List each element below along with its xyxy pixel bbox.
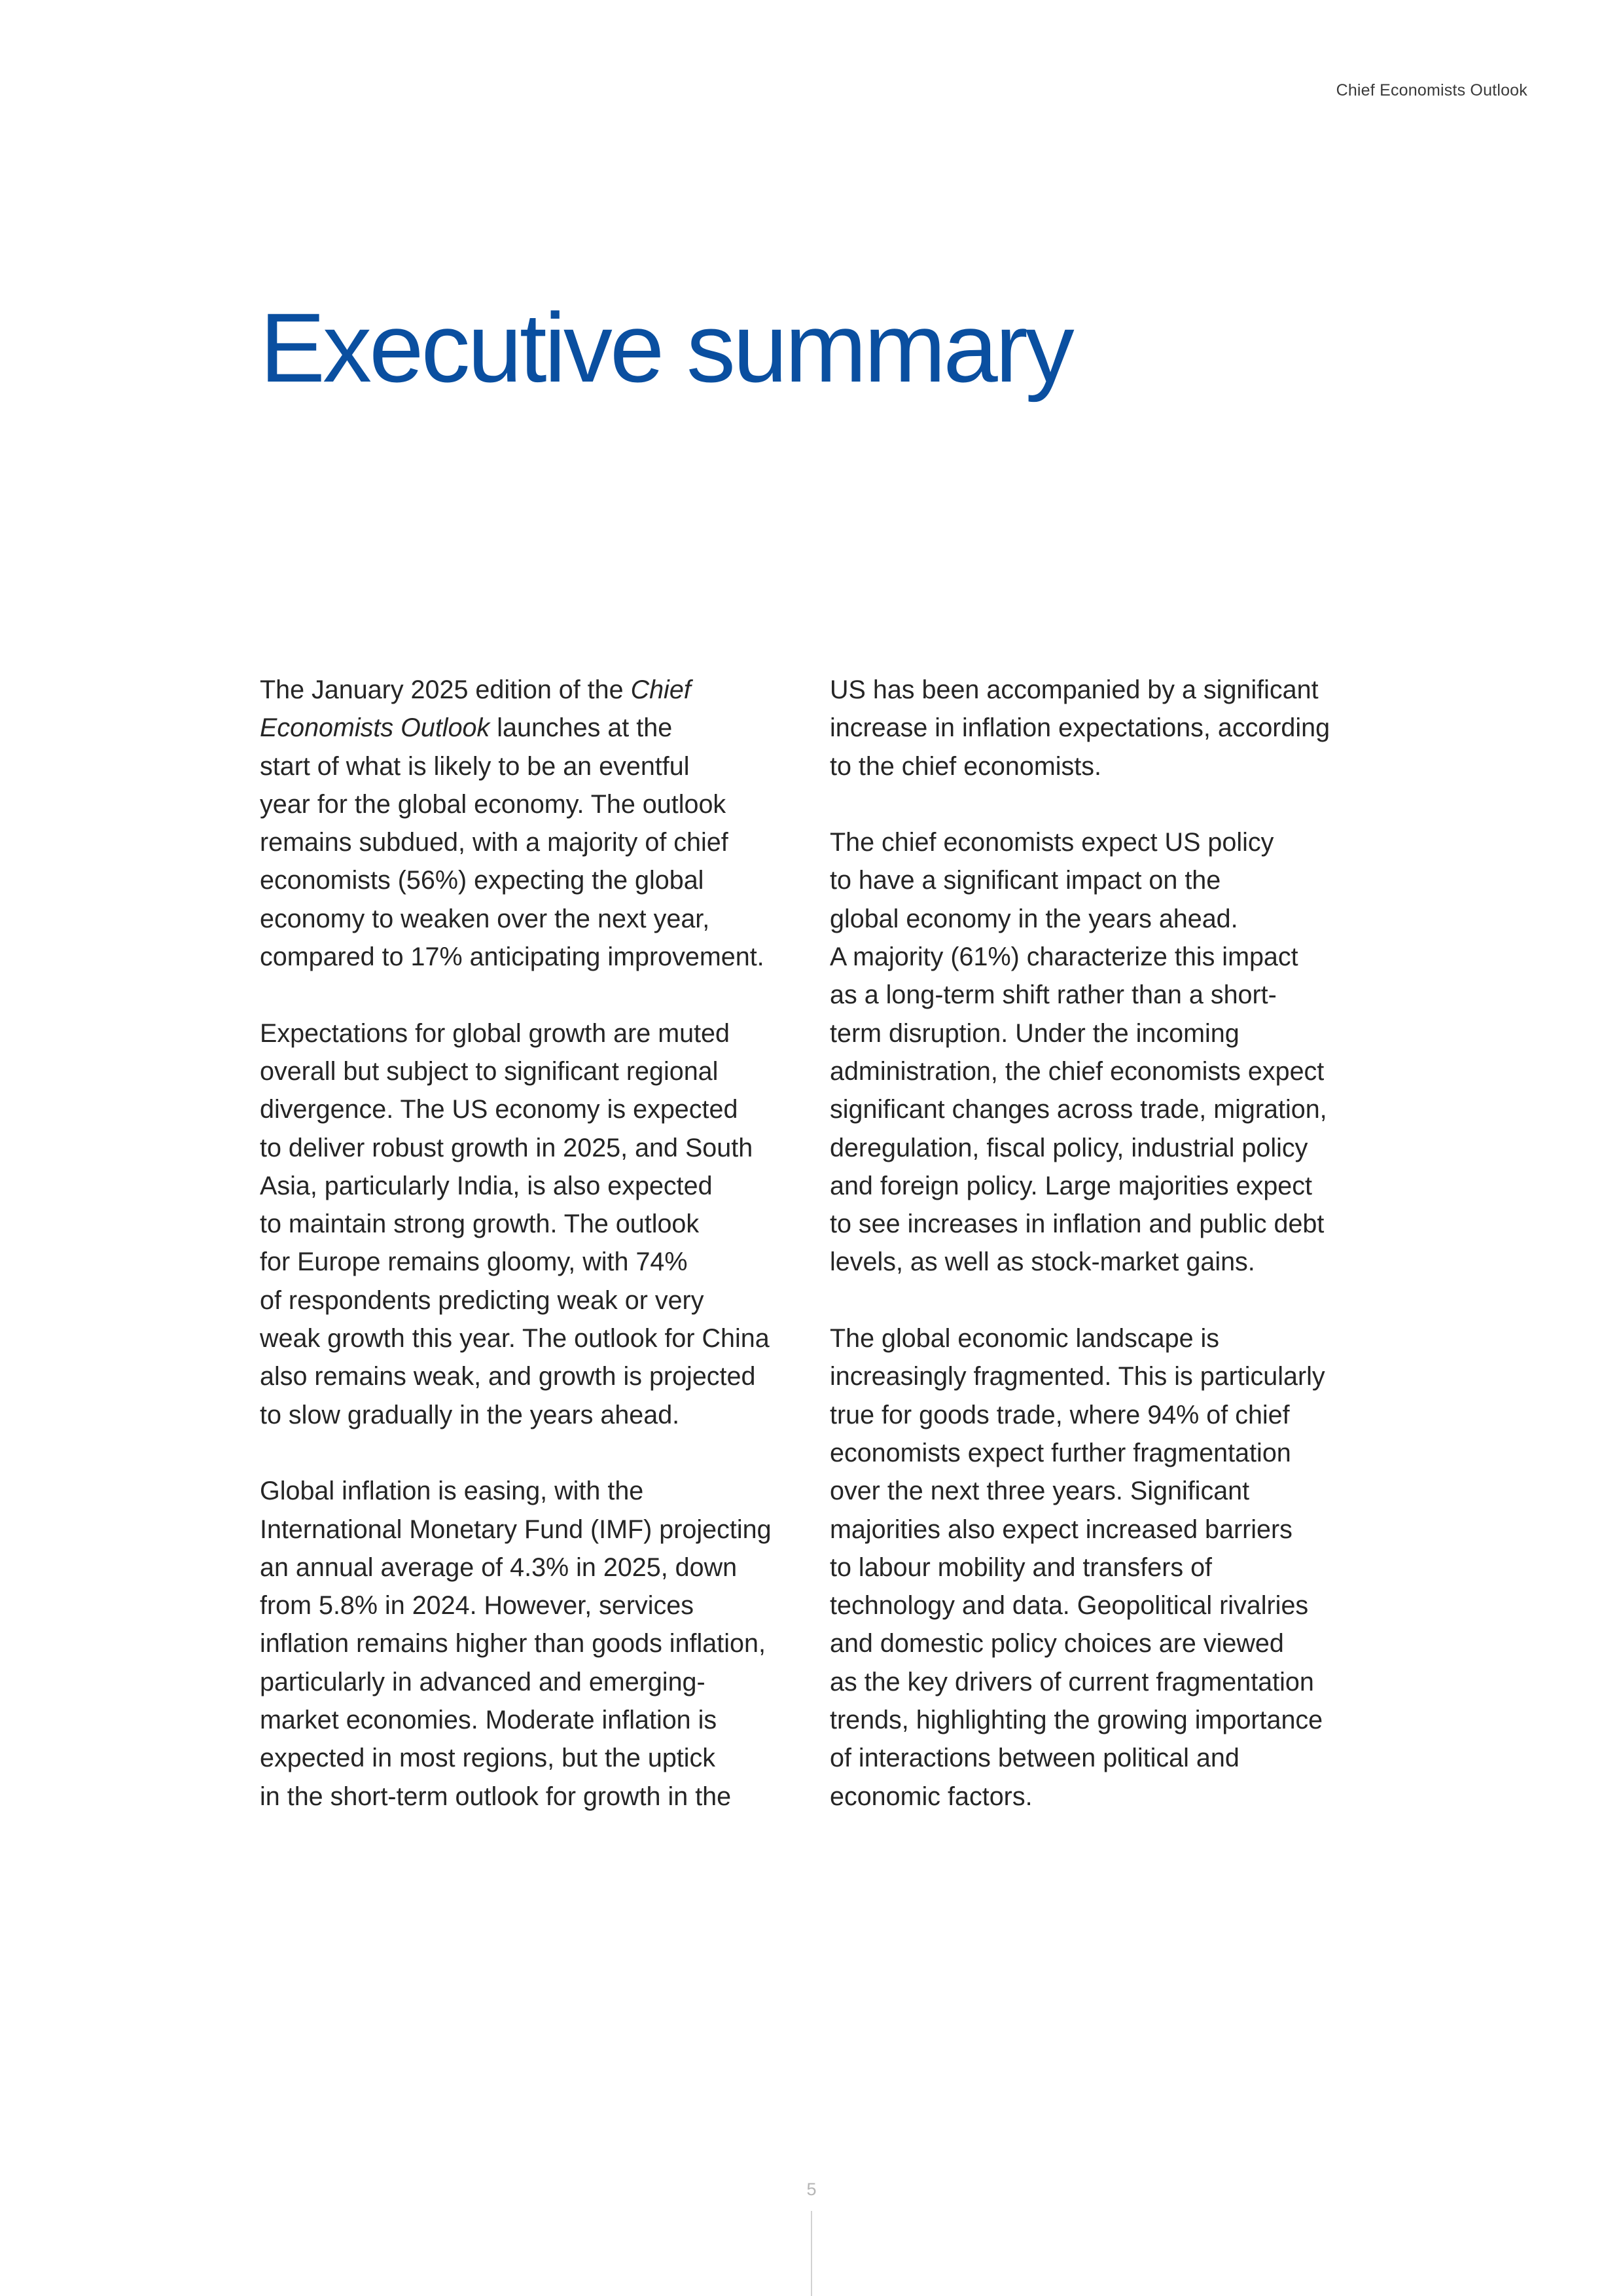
text-line: for Europe remains gloomy, with 74%: [260, 1247, 688, 1277]
text-line: increase in inflation expectations, according: [830, 713, 1330, 743]
publication-title-italic: Chief: [630, 675, 691, 704]
text-line: overall but subject to significant regional: [260, 1056, 719, 1086]
text-line: majorities also expect increased barriers: [830, 1515, 1293, 1544]
publication-title-italic: Economists Outlook: [260, 713, 490, 743]
text-line: true for goods trade, where 94% of chief: [830, 1400, 1290, 1429]
text-line: market economies. Moderate inflation is: [260, 1706, 717, 1735]
text-line: as the key drivers of current fragmentation: [830, 1667, 1314, 1696]
text-run: launches at the: [490, 713, 673, 743]
page-divider-line: [811, 2211, 812, 2296]
text-line: inflation remains higher than goods inflation,: [260, 1629, 766, 1659]
text-line: compared to 17% anticipating improvement.: [260, 942, 764, 972]
text-line: over the next three years. Significant: [830, 1477, 1250, 1506]
text-line: of interactions between political and: [830, 1744, 1240, 1773]
left-column: [260, 671, 816, 1816]
text-line: to the chief economists.: [830, 751, 1101, 781]
text-line: also remains weak, and growth is projected: [260, 1362, 756, 1391]
text-line: trends, highlighting the growing importance: [830, 1706, 1323, 1735]
text-line: economists expect further fragmentation: [830, 1438, 1291, 1467]
text-line: increasingly fragmented. This is particularly: [830, 1362, 1325, 1391]
text-line: economy to weaken over the next year,: [260, 904, 710, 933]
text-line: particularly in advanced and emerging-: [260, 1667, 705, 1696]
paragraph-intro: [260, 671, 816, 976]
text-line: to see increases in inflation and public debt: [830, 1210, 1325, 1239]
paragraph-growth: [260, 1014, 816, 1434]
text-line: International Monetary Fund (IMF) projecting: [260, 1515, 772, 1544]
text-line: deregulation, fiscal policy, industrial policy: [830, 1133, 1308, 1162]
text-line: and domestic policy choices are viewed: [830, 1629, 1284, 1659]
text-line: to deliver robust growth in 2025, and South: [260, 1133, 753, 1162]
text-line: to have a significant impact on the: [830, 866, 1221, 895]
text-line: The chief economists expect US policy: [830, 828, 1274, 857]
text-line: administration, the chief economists expect: [830, 1056, 1325, 1086]
text-line: an annual average of 4.3% in 2025, down: [260, 1552, 738, 1582]
text-line: to slow gradually in the years ahead.: [260, 1400, 680, 1429]
text-line: divergence. The US economy is expected: [260, 1095, 738, 1124]
text-line: in the short-term outlook for growth in the: [260, 1782, 732, 1811]
paragraph-fragmentation: [830, 1319, 1373, 1816]
text-line: and foreign policy. Large majorities expect: [830, 1171, 1312, 1200]
text-line: start of what is likely to be an eventful: [260, 751, 690, 781]
text-line: [260, 709, 816, 747]
text-line: expected in most regions, but the uptick: [260, 1744, 716, 1773]
running-header: Chief Economists Outlook: [1336, 81, 1527, 99]
text-line: US has been accompanied by a significant: [830, 675, 1319, 704]
paragraph-inflation-continued: [830, 671, 1373, 785]
text-line: year for the global economy. The outlook: [260, 789, 726, 819]
text-line: from 5.8% in 2024. However, services: [260, 1591, 694, 1621]
text-line: significant changes across trade, migration,: [830, 1095, 1327, 1124]
text-line: as a long-term shift rather than a short-: [830, 980, 1277, 1010]
page-title: Executive summary: [260, 293, 1072, 403]
text-line: economists (56%) expecting the global: [260, 866, 704, 895]
text-line: technology and data. Geopolitical rivalries: [830, 1591, 1309, 1621]
text-line: A majority (61%) characterize this impact: [830, 942, 1298, 972]
text-line: global economy in the years ahead.: [830, 904, 1238, 933]
text-line: remains subdued, with a majority of chief: [260, 828, 728, 857]
paragraph-inflation: [260, 1472, 816, 1816]
text-line: The global economic landscape is: [830, 1324, 1220, 1354]
text-line: [260, 671, 816, 709]
text-line: Global inflation is easing, with the: [260, 1477, 644, 1506]
text-line: to maintain strong growth. The outlook: [260, 1210, 700, 1239]
paragraph-us-policy: [830, 823, 1373, 1282]
right-column: [830, 671, 1373, 1816]
text-line: term disruption. Under the incoming: [830, 1018, 1240, 1048]
text-line: Asia, particularly India, is also expected: [260, 1171, 713, 1200]
text-line: of respondents predicting weak or very: [260, 1285, 704, 1315]
page-number: 5: [806, 2179, 817, 2199]
text-line: levels, as well as stock-market gains.: [830, 1247, 1255, 1277]
text-line: Expectations for global growth are muted: [260, 1018, 730, 1048]
text-line: to labour mobility and transfers of: [830, 1552, 1213, 1582]
text-run: The January 2025 edition of the: [260, 675, 631, 704]
text-line: weak growth this year. The outlook for China: [260, 1324, 770, 1354]
text-line: economic factors.: [830, 1782, 1033, 1811]
